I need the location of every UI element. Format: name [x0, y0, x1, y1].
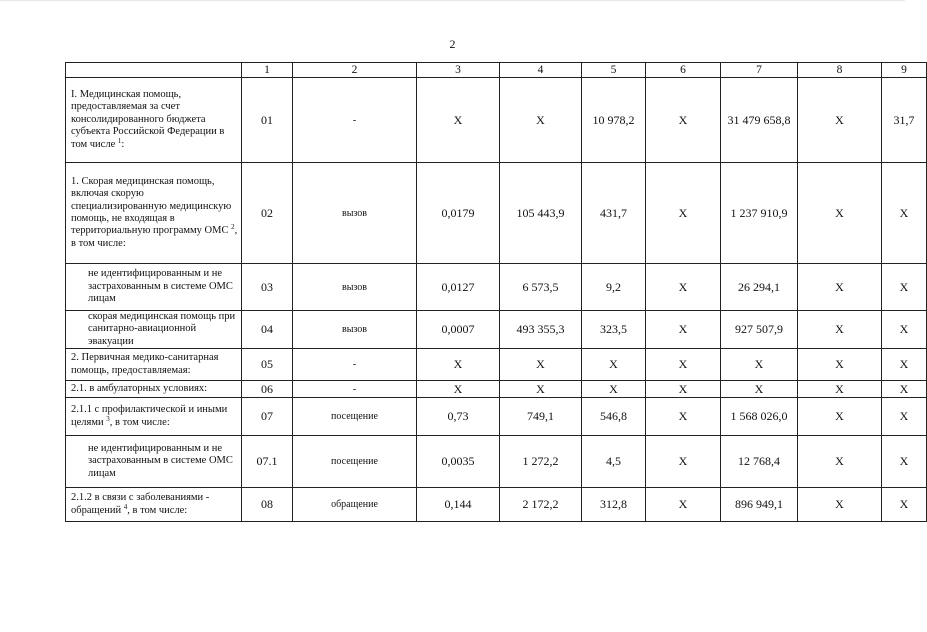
cell-col7: X [721, 349, 798, 381]
cell-col8: X [798, 436, 882, 488]
cell-col4: 6 573,5 [500, 264, 582, 311]
cell-col3: X [417, 349, 500, 381]
cell-col8: X [798, 311, 882, 349]
row-description: 2.1.2 в связи с заболеваниями - обращений $^4$, в том числе: [66, 488, 242, 522]
row-description: 2.1. в амбулаторных условиях: [66, 381, 242, 398]
cell-col8: X [798, 264, 882, 311]
column-header: 8 [798, 63, 882, 78]
cell-col7: 1 237 910,9 [721, 163, 798, 264]
row-description: I. Медицинская помощь, предоставляемая за счет консолидированного бюджета субъекта Российской Федерации в том числе $^1$: [66, 78, 242, 163]
row-description: не идентифицированным и не застрахованным в системе ОМС лицам [66, 264, 242, 311]
row-unit: посещение [293, 398, 417, 436]
row-code: 06 [242, 381, 293, 398]
cell-col3: 0,0127 [417, 264, 500, 311]
cell-col6: X [646, 488, 721, 522]
table-row [66, 163, 927, 264]
footnote-marker: 3 [106, 414, 110, 423]
cell-col6: X [646, 311, 721, 349]
cell-col4: X [500, 381, 582, 398]
cell-col6: X [646, 78, 721, 163]
row-code: 05 [242, 349, 293, 381]
table-row [66, 311, 927, 349]
cell-col5: 10 978,2 [582, 78, 646, 163]
row-description: скорая медицинская помощь при санитарно-авиационной эвакуации [66, 311, 242, 349]
cell-col3: 0,0035 [417, 436, 500, 488]
row-code: 08 [242, 488, 293, 522]
cell-col3: 0,0179 [417, 163, 500, 264]
cell-col3: X [417, 381, 500, 398]
row-unit: вызов [293, 264, 417, 311]
cell-col9: X [882, 264, 927, 311]
cell-col8: X [798, 163, 882, 264]
cell-col8: X [798, 349, 882, 381]
table-row [66, 381, 927, 398]
column-header: 3 [417, 63, 500, 78]
table-row [66, 78, 927, 163]
cell-col7: X [721, 381, 798, 398]
row-unit: посещение [293, 436, 417, 488]
cell-col3: X [417, 78, 500, 163]
cell-col5: X [582, 381, 646, 398]
cell-col5: 323,5 [582, 311, 646, 349]
column-header: 5 [582, 63, 646, 78]
cell-col6: X [646, 381, 721, 398]
cell-col7: 1 568 026,0 [721, 398, 798, 436]
table-row [66, 264, 927, 311]
row-unit: обращение [293, 488, 417, 522]
cell-col9: X [882, 398, 927, 436]
column-header: 9 [882, 63, 927, 78]
page-top-edge [0, 0, 905, 1]
cell-col6: X [646, 398, 721, 436]
footnote-marker: 1 [117, 136, 122, 145]
cell-col9: X [882, 311, 927, 349]
cell-col6: X [646, 436, 721, 488]
cell-col5: 431,7 [582, 163, 646, 264]
table-row [66, 436, 927, 488]
row-unit: вызов [293, 163, 417, 264]
cell-col4: 105 443,9 [500, 163, 582, 264]
cell-col9: X [882, 163, 927, 264]
row-code: 07 [242, 398, 293, 436]
cell-col8: X [798, 488, 882, 522]
column-header: 2 [293, 63, 417, 78]
row-code: 01 [242, 78, 293, 163]
cell-col4: 1 272,2 [500, 436, 582, 488]
cell-col4: X [500, 78, 582, 163]
cell-col6: X [646, 163, 721, 264]
cell-col5: 9,2 [582, 264, 646, 311]
cell-col3: 0,144 [417, 488, 500, 522]
table-row [66, 349, 927, 381]
column-header: 4 [500, 63, 582, 78]
column-header [66, 63, 242, 78]
cell-col4: 2 172,2 [500, 488, 582, 522]
row-code: 02 [242, 163, 293, 264]
cell-col9: X [882, 436, 927, 488]
cell-col7: 896 949,1 [721, 488, 798, 522]
cell-col7: 12 768,4 [721, 436, 798, 488]
cell-col7: 927 507,9 [721, 311, 798, 349]
cell-col9: 31,7 [882, 78, 927, 163]
row-unit: - [293, 78, 417, 163]
cell-col4: 493 355,3 [500, 311, 582, 349]
cell-col4: X [500, 349, 582, 381]
cell-col6: X [646, 264, 721, 311]
row-description: 2.1.1 с профилактической и иными целями $^3$, в том числе: [66, 398, 242, 436]
row-unit: - [293, 349, 417, 381]
column-header-row [66, 63, 927, 78]
table-row [66, 398, 927, 436]
cell-col9: X [882, 349, 927, 381]
page-number: 2 [449, 37, 456, 51]
row-description: 1. Скорая медицинская помощь, включая скорую специализированную медицинскую помощь, не входящая в территориальную программу ОМС $^2$, в том числе: [66, 163, 242, 264]
column-header: 6 [646, 63, 721, 78]
row-code: 03 [242, 264, 293, 311]
cell-col8: X [798, 381, 882, 398]
table-row [66, 488, 927, 522]
row-unit: - [293, 381, 417, 398]
cell-col9: X [882, 381, 927, 398]
row-description: не идентифицированным и не застрахованным в системе ОМС лицам [66, 436, 242, 488]
cell-col9: X [882, 488, 927, 522]
cell-col7: 31 479 658,8 [721, 78, 798, 163]
cell-col5: X [582, 349, 646, 381]
column-header: 1 [242, 63, 293, 78]
row-description: 2. Первичная медико-санитарная помощь, предоставляемая: [66, 349, 242, 381]
cell-col8: X [798, 398, 882, 436]
row-code: 04 [242, 311, 293, 349]
cell-col6: X [646, 349, 721, 381]
medical-care-table [65, 62, 927, 522]
cell-col5: 4,5 [582, 436, 646, 488]
cell-col7: 26 294,1 [721, 264, 798, 311]
cell-col3: 0,0007 [417, 311, 500, 349]
cell-col4: 749,1 [500, 398, 582, 436]
footnote-marker: 4 [123, 502, 128, 511]
column-header: 7 [721, 63, 798, 78]
row-code: 07.1 [242, 436, 293, 488]
cell-col3: 0,73 [417, 398, 500, 436]
cell-col8: X [798, 78, 882, 163]
row-unit: вызов [293, 311, 417, 349]
cell-col5: 546,8 [582, 398, 646, 436]
table-body [66, 63, 927, 522]
footnote-marker: 2 [231, 223, 235, 232]
cell-col5: 312,8 [582, 488, 646, 522]
